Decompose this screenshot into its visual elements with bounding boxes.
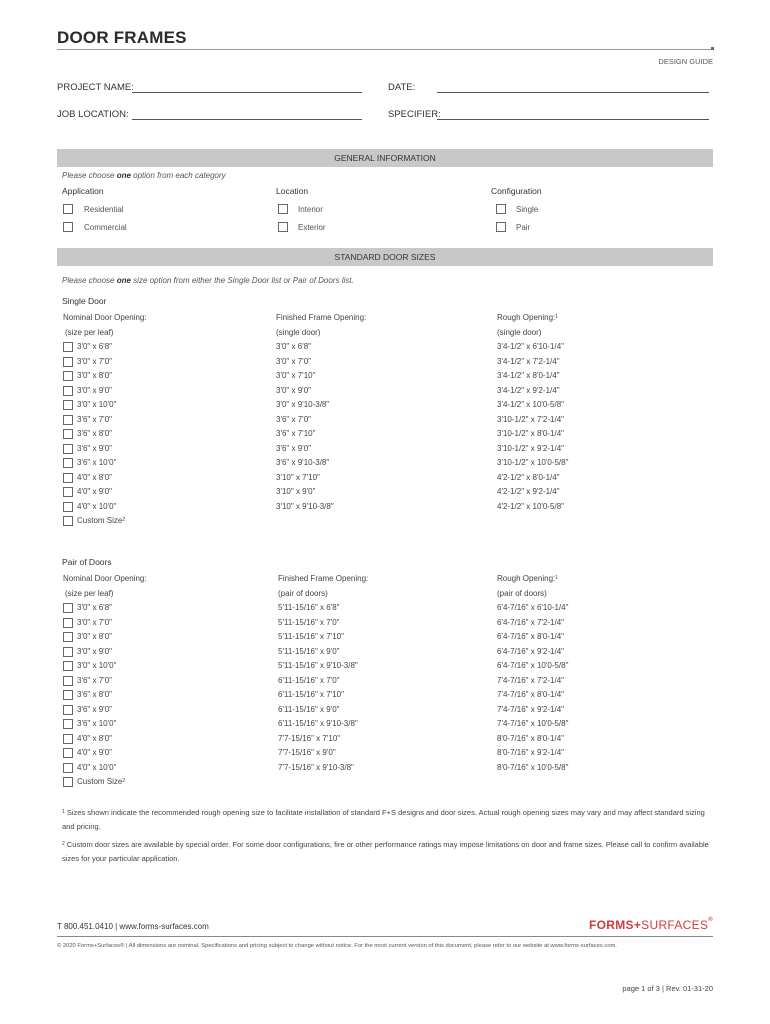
single-nominal-size: 3'0" x 8'0": [77, 371, 112, 380]
pair-nominal-size: 3'0" x 7'0": [77, 617, 112, 627]
pair-size-checkbox[interactable]: [63, 748, 73, 758]
pair-nominal-size: 3'0" x 6'8": [77, 603, 112, 612]
exterior-label: Exterior: [298, 223, 326, 232]
date-field[interactable]: [437, 92, 709, 93]
single-rough-header: Rough Opening:$^1$ (single door): [497, 313, 559, 337]
single-rough-opening-size: 3'4-1/2" x 6'10-1/4": [497, 342, 564, 351]
application-heading: Application: [62, 186, 104, 196]
single-rough-opening-size: 4'2-1/2" x 10'0-5/8": [497, 501, 564, 511]
single-nominal-size: 3'6" x 8'0": [77, 429, 112, 438]
single-custom-size-checkbox[interactable]: [63, 516, 73, 526]
single-finished-frame-size: 3'0" x 7'0": [276, 356, 311, 366]
pair-size-checkbox[interactable]: [63, 676, 73, 686]
sizes-instruction: Please choose one size option from either the Single Door list or Pair of Doors list.: [62, 276, 354, 285]
pair-size-checkbox[interactable]: [63, 603, 73, 613]
pair-rough-opening-size: 8'0-7/16" x 9'2-1/4": [497, 748, 564, 757]
single-size-checkbox[interactable]: [63, 473, 73, 483]
general-information-band: GENERAL INFORMATION: [57, 149, 713, 167]
single-door-heading: Single Door: [62, 296, 107, 306]
single-finished-frame-size: 3'10" x 9'0": [276, 487, 316, 496]
pair-finished-frame-size: 7'7-15/16" x 9'0": [278, 748, 336, 757]
pair-custom-size-checkbox[interactable]: [63, 777, 73, 787]
single-finished-frame-size: 3'0" x 9'10-3/8": [276, 400, 330, 409]
specifier-label: SPECIFIER:: [388, 109, 441, 120]
pair-finished-frame-size: 6'11-15/16" x 9'10-3/8": [278, 719, 358, 728]
forms-surfaces-logo: FORMS+SURFACES®: [589, 917, 713, 932]
commercial-label: Commercial: [84, 223, 127, 232]
pair-rough-opening-size: 7'4-7/16" x 10'0-5/8": [497, 719, 569, 728]
pair-of-doors-heading: Pair of Doors: [62, 557, 112, 567]
job-location-label: JOB LOCATION:: [57, 109, 129, 120]
single-size-checkbox[interactable]: [63, 357, 73, 367]
single-rough-opening-size: 4'2-1/2" x 9'2-1/4": [497, 487, 560, 496]
single-size-checkbox[interactable]: [63, 458, 73, 468]
header-rule-marker: [711, 47, 714, 50]
single-finished-frame-size: 3'0" x 9'0": [276, 385, 311, 395]
specifier-field[interactable]: [437, 119, 709, 120]
single-rough-opening-size: 3'4-1/2" x 7'2-1/4": [497, 356, 560, 366]
pair-rough-opening-size: 7'4-7/16" x 7'2-1/4": [497, 675, 564, 685]
single-rough-opening-size: 3'4-1/2" x 10'0-5/8": [497, 400, 564, 409]
single-rough-opening-size: 3'10-1/2" x 8'0-1/4": [497, 429, 564, 438]
single-finished-frame-size: 3'10" x 7'10": [276, 472, 320, 482]
job-location-field[interactable]: [132, 119, 362, 120]
single-finished-frame-size: 3'10" x 9'10-3/8": [276, 501, 334, 511]
single-finished-frame-size: 3'6" x 9'10-3/8": [276, 458, 330, 467]
pair-rough-opening-size: 6'4-7/16" x 10'0-5/8": [497, 661, 569, 670]
pair-finished-frame-size: 5'11-15/16" x 6'8": [278, 603, 340, 612]
single-nominal-size: 3'0" x 6'8": [77, 342, 112, 351]
single-nominal-size: 3'0" x 9'0": [77, 385, 112, 395]
single-rough-opening-size: 3'4-1/2" x 8'0-1/4": [497, 371, 560, 380]
single-nominal-size: 3'0" x 10'0": [77, 400, 117, 409]
pair-nominal-header: Nominal Door Opening: (size per leaf): [63, 574, 147, 598]
pair-rough-opening-size: 7'4-7/16" x 8'0-1/4": [497, 690, 564, 699]
single-size-checkbox[interactable]: [63, 502, 73, 512]
pair-rough-opening-size: 6'4-7/16" x 6'10-1/4": [497, 603, 569, 612]
pair-nominal-size: 4'0" x 8'0": [77, 733, 112, 743]
interior-checkbox[interactable]: [278, 204, 288, 214]
single-size-checkbox[interactable]: [63, 429, 73, 439]
single-nominal-size: 4'0" x 10'0": [77, 501, 117, 511]
page-number: page 1 of 3 | Rev. 01-31-20: [622, 984, 713, 993]
single-rough-opening-size: 3'10-1/2" x 7'2-1/4": [497, 414, 564, 424]
single-finished-frame-size: 3'6" x 7'10": [276, 429, 316, 438]
pair-checkbox[interactable]: [496, 222, 506, 232]
pair-size-checkbox[interactable]: [63, 734, 73, 744]
pair-nominal-size: 4'0" x 10'0": [77, 762, 117, 772]
pair-finished-frame-size: 7'7-15/16" x 9'10-3/8": [278, 762, 354, 772]
pair-finished-frame-size: 6'11-15/16" x 7'10": [278, 690, 344, 699]
footer-rule: [57, 936, 713, 937]
commercial-checkbox[interactable]: [63, 222, 73, 232]
single-nominal-size: 4'0" x 8'0": [77, 472, 112, 482]
project-name-field[interactable]: [132, 92, 362, 93]
footnote-1: $^1$ Sizes shown indicate the recommended rough opening size to facilitate installation of standard F+S designs and door sizes. Actual rough opening sizes may vary and may affect standard sizing and pricing.: [62, 808, 705, 831]
pair-finished-frame-size: 7'7-15/16" x 7'10": [278, 733, 341, 743]
single-checkbox[interactable]: [496, 204, 506, 214]
pair-nominal-size: 4'0" x 9'0": [77, 748, 112, 757]
legal-notice: © 2020 Forms+Surfaces® | All dimensions are nominal. Specifications and pricing subject to change without notice. For the most current version of this document, please refer to our website at www.forms-surfaces.com.: [57, 943, 617, 949]
residential-label: Residential: [84, 205, 124, 214]
single-nominal-header: Nominal Door Opening: (size per leaf): [63, 313, 147, 337]
single-size-checkbox[interactable]: [63, 342, 73, 352]
pair-rough-opening-size: 7'4-7/16" x 9'2-1/4": [497, 704, 564, 714]
single-nominal-size: 3'0" x 7'0": [77, 356, 112, 366]
single-finished-header: Finished Frame Opening: (single door): [276, 313, 367, 337]
location-heading: Location: [276, 186, 309, 196]
single-custom-size-label: Custom Size$^2$: [77, 516, 126, 525]
pair-size-checkbox[interactable]: [63, 632, 73, 642]
pair-finished-frame-size: 5'11-15/16" x 9'0": [278, 646, 340, 656]
single-nominal-size: 3'6" x 10'0": [77, 458, 117, 467]
single-rough-opening-size: 3'10-1/2" x 9'2-1/4": [497, 443, 564, 453]
pair-nominal-size: 3'0" x 10'0": [77, 661, 117, 670]
pair-custom-size-label: Custom Size$^2$: [77, 777, 126, 786]
single-finished-frame-size: 3'0" x 7'10": [276, 371, 316, 380]
single-size-checkbox[interactable]: [63, 386, 73, 396]
pair-rough-opening-size: 8'0-7/16" x 8'0-1/4": [497, 733, 564, 743]
page-title: DOOR FRAMES: [57, 28, 187, 47]
single-rough-opening-size: 4'2-1/2" x 8'0-1/4": [497, 472, 560, 482]
pair-rough-header: Rough Opening:$^1$ (pair of doors): [497, 574, 559, 598]
pair-rough-opening-size: 6'4-7/16" x 9'2-1/4": [497, 646, 564, 656]
pair-rough-opening-size: 6'4-7/16" x 8'0-1/4": [497, 632, 564, 641]
exterior-checkbox[interactable]: [278, 222, 288, 232]
single-finished-frame-size: 3'0" x 6'8": [276, 342, 311, 351]
project-name-label: PROJECT NAME:: [57, 82, 134, 93]
contact-info: T 800.451.0410 | www.forms-surfaces.com: [57, 922, 209, 931]
single-label: Single: [516, 205, 539, 214]
pair-nominal-size: 3'6" x 8'0": [77, 690, 112, 699]
pair-label: Pair: [516, 223, 531, 232]
pair-finished-frame-size: 6'11-15/16" x 9'0": [278, 704, 340, 714]
single-size-checkbox[interactable]: [63, 444, 73, 454]
pair-size-checkbox[interactable]: [63, 719, 73, 729]
page-subtitle: DESIGN GUIDE: [658, 57, 713, 66]
pair-finished-frame-size: 5'11-15/16" x 7'0": [278, 617, 340, 627]
general-instruction: Please choose one option from each category: [62, 171, 226, 180]
pair-nominal-size: 3'0" x 9'0": [77, 646, 112, 656]
pair-size-checkbox[interactable]: [63, 690, 73, 700]
single-size-checkbox[interactable]: [63, 400, 73, 410]
date-label: DATE:: [388, 82, 416, 93]
single-nominal-size: 3'6" x 9'0": [77, 443, 112, 453]
pair-size-checkbox[interactable]: [63, 661, 73, 671]
single-rough-opening-size: 3'10-1/2" x 10'0-5/8": [497, 458, 569, 467]
single-size-checkbox[interactable]: [63, 371, 73, 381]
standard-door-sizes-band: STANDARD DOOR SIZES: [57, 248, 713, 266]
pair-nominal-size: 3'6" x 7'0": [77, 675, 112, 685]
pair-finished-frame-size: 6'11-15/16" x 7'0": [278, 675, 340, 685]
pair-finished-frame-size: 5'11-15/16" x 7'10": [278, 632, 344, 641]
single-nominal-size: 3'6" x 7'0": [77, 414, 112, 424]
pair-finished-header: Finished Frame Opening: (pair of doors): [278, 574, 369, 598]
header-rule: [57, 49, 713, 50]
single-size-checkbox[interactable]: [63, 415, 73, 425]
pair-nominal-size: 3'6" x 10'0": [77, 719, 117, 728]
single-finished-frame-size: 3'6" x 7'0": [276, 414, 311, 424]
pair-size-checkbox[interactable]: [63, 618, 73, 628]
pair-size-checkbox[interactable]: [63, 705, 73, 715]
footnote-2: $^2$ Custom door sizes are available by special order. For some door configurations, fire or other performance ratings may impose limitations on door and frame sizes. Please call to confirm available sizes for your particular application.: [62, 840, 709, 863]
single-rough-opening-size: 3'4-1/2" x 9'2-1/4": [497, 385, 560, 395]
pair-size-checkbox[interactable]: [63, 763, 73, 773]
pair-nominal-size: 3'6" x 9'0": [77, 704, 112, 714]
single-size-checkbox[interactable]: [63, 487, 73, 497]
pair-rough-opening-size: 6'4-7/16" x 7'2-1/4": [497, 617, 564, 627]
pair-size-checkbox[interactable]: [63, 647, 73, 657]
residential-checkbox[interactable]: [63, 204, 73, 214]
single-finished-frame-size: 3'6" x 9'0": [276, 443, 311, 453]
pair-nominal-size: 3'0" x 8'0": [77, 632, 112, 641]
pair-finished-frame-size: 5'11-15/16" x 9'10-3/8": [278, 661, 358, 670]
pair-rough-opening-size: 8'0-7/16" x 10'0-5/8": [497, 762, 569, 772]
interior-label: Interior: [298, 205, 323, 214]
single-nominal-size: 4'0" x 9'0": [77, 487, 112, 496]
configuration-heading: Configuration: [491, 186, 542, 196]
